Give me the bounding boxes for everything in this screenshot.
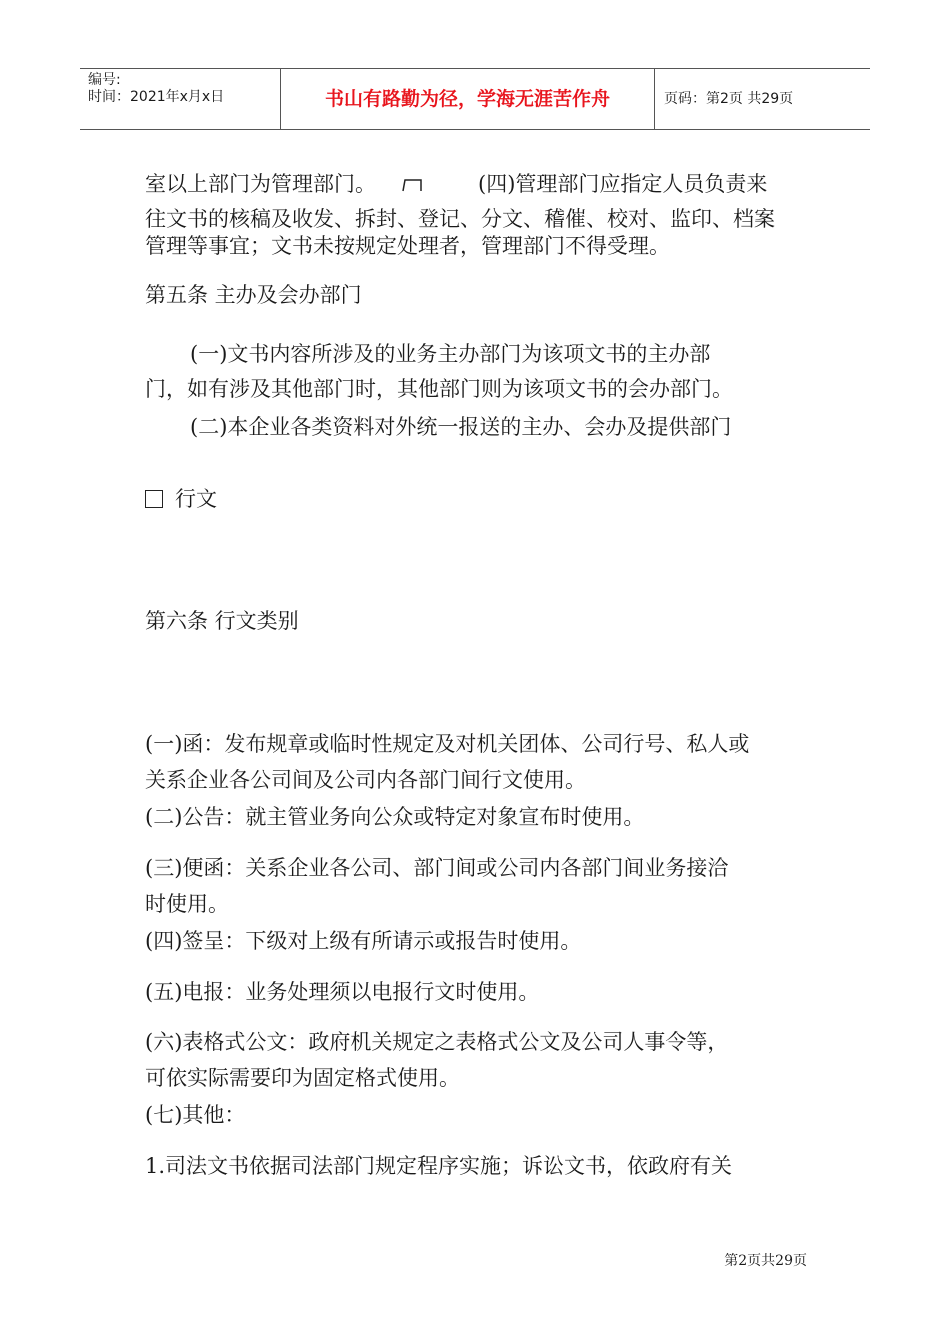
page-footer: 第2页共29页 xyxy=(724,1253,807,1269)
list-item: (三)便函：关系企业各公司、部门间或公司内各部门间业务接洽 xyxy=(145,856,729,880)
body-line: 管理等事宜；文书未按规定处理者，管理部门不得受理。 xyxy=(145,234,670,258)
body-line: (一)文书内容所涉及的业务主办部门为该项文书的主办部 xyxy=(190,342,711,366)
body-line: 室以上部门为管理部门。 xyxy=(145,172,376,196)
article-heading: 第五条 主办及会办部门 xyxy=(145,283,362,307)
list-item: 关系企业各公司间及公司内各部门间行文使用。 xyxy=(145,768,586,792)
section-label: 行文 xyxy=(175,487,217,511)
list-item: 可依实际需要印为固定格式使用。 xyxy=(145,1066,460,1090)
list-item: (四)签呈：下级对上级有所请示或报告时使用。 xyxy=(145,929,582,953)
body-line: (四)管理部门应指定人员负责来 xyxy=(478,172,768,196)
body-line: (二)本企业各类资料对外统一报送的主办、会办及提供部门 xyxy=(190,415,732,439)
time-label: 时间：2021年x月x日 xyxy=(88,89,225,105)
section-heading xyxy=(145,483,217,513)
number-label: 编号: xyxy=(88,72,121,88)
header-motto: 书山有路勤为径，学海无涯苦作舟 xyxy=(324,88,610,110)
header-meta xyxy=(80,69,280,129)
header-page-info: 页码：第2页 共29页 xyxy=(664,91,794,107)
list-item: 时使用。 xyxy=(145,892,229,916)
list-item: (二)公告：就主管业务向公众或特定对象宣布时使用。 xyxy=(145,805,645,829)
header-divider xyxy=(654,69,655,129)
list-item: 1.司法文书依据司法部门规定程序实施；诉讼文书，依政府有关 xyxy=(145,1154,733,1178)
list-item: (一)函：发布规章或临时性规定及对机关团体、公司行号、私人或 xyxy=(145,732,750,756)
list-item: (六)表格式公文：政府机关规定之表格式公文及公司人事令等， xyxy=(145,1030,729,1054)
article-heading: 第六条 行文类别 xyxy=(145,609,299,633)
body-line: 门，如有涉及其他部门时，其他部门则为该项文书的会办部门。 xyxy=(145,377,733,401)
checkbox-icon xyxy=(145,490,163,508)
header-table xyxy=(80,68,870,130)
list-item: (七)其他： xyxy=(145,1103,246,1127)
list-item: (五)电报：业务处理须以电报行文时使用。 xyxy=(145,980,540,1004)
body-line: 往文书的核稿及收发、拆封、登记、分文、稽催、校对、监印、档案 xyxy=(145,207,775,231)
corner-mark-icon xyxy=(402,178,422,192)
